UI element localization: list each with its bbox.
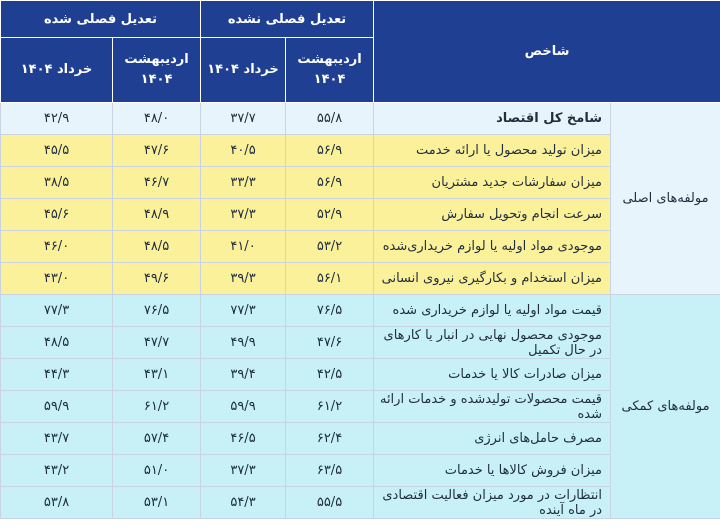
row-sa-ordibehesht: ۴۷/۷ bbox=[113, 327, 201, 359]
group-support-label: مولفه‌های کمکی bbox=[611, 295, 720, 519]
row-sa-khordad: ۵۳/۸ bbox=[1, 487, 113, 519]
header-sa-ordibehesht: اردیبهشت ۱۴۰۴ bbox=[113, 38, 201, 103]
row-na-ordibehesht: ۴۲/۵ bbox=[286, 359, 374, 391]
row-na-ordibehesht: ۵۶/۹ bbox=[286, 167, 374, 199]
row-na-khordad: ۳۳/۳ bbox=[201, 167, 286, 199]
row-na-ordibehesht: ۶۱/۲ bbox=[286, 391, 374, 423]
row-indicator: انتظارات در مورد میزان فعالیت اقتصادی در ماه آینده bbox=[374, 487, 611, 519]
row-indicator: میزان استخدام و بکارگیری نیروی انسانی bbox=[374, 263, 611, 295]
row-sa-ordibehesht: ۵۱/۰ bbox=[113, 455, 201, 487]
header-indicator: شاخص bbox=[374, 1, 720, 103]
row-indicator: قیمت مواد اولیه یا لوازم خریداری شده bbox=[374, 295, 611, 327]
group-main-label: مولفه‌های اصلی bbox=[611, 103, 720, 295]
row-sa-ordibehesht: ۵۷/۴ bbox=[113, 423, 201, 455]
row-indicator: قیمت محصولات تولیدشده و خدمات ارائه شده bbox=[374, 391, 611, 423]
row-indicator: شامخ کل اقتصاد bbox=[374, 103, 611, 135]
row-na-ordibehesht: ۵۳/۲ bbox=[286, 231, 374, 263]
row-na-khordad: ۳۷/۳ bbox=[201, 199, 286, 231]
row-na-ordibehesht: ۵۲/۹ bbox=[286, 199, 374, 231]
row-sa-ordibehesht: ۵۳/۱ bbox=[113, 487, 201, 519]
row-indicator: سرعت انجام وتحویل سفارش bbox=[374, 199, 611, 231]
row-sa-khordad: ۳۸/۵ bbox=[1, 167, 113, 199]
row-sa-khordad: ۵۹/۹ bbox=[1, 391, 113, 423]
row-sa-khordad: ۴۸/۵ bbox=[1, 327, 113, 359]
header-not-adjusted: تعدیل فصلی نشده bbox=[201, 1, 374, 38]
header-sa-khordad: خرداد ۱۴۰۴ bbox=[1, 38, 113, 103]
row-na-ordibehesht: ۶۲/۴ bbox=[286, 423, 374, 455]
row-sa-ordibehesht: ۴۸/۵ bbox=[113, 231, 201, 263]
row-na-ordibehesht: ۵۵/۸ bbox=[286, 103, 374, 135]
row-na-khordad: ۴۰/۵ bbox=[201, 135, 286, 167]
row-na-khordad: ۵۴/۳ bbox=[201, 487, 286, 519]
row-sa-ordibehesht: ۷۶/۵ bbox=[113, 295, 201, 327]
header-adjusted: تعدیل فصلی شده bbox=[1, 1, 201, 38]
row-indicator: میزان صادرات کالا یا خدمات bbox=[374, 359, 611, 391]
row-sa-khordad: ۴۶/۰ bbox=[1, 231, 113, 263]
row-indicator: میزان تولید محصول یا ارائه خدمت bbox=[374, 135, 611, 167]
row-sa-ordibehesht: ۴۷/۶ bbox=[113, 135, 201, 167]
row-na-khordad: ۳۷/۷ bbox=[201, 103, 286, 135]
row-sa-ordibehesht: ۴۸/۰ bbox=[113, 103, 201, 135]
row-sa-khordad: ۴۵/۵ bbox=[1, 135, 113, 167]
row-indicator: میزان فروش کالاها یا خدمات bbox=[374, 455, 611, 487]
row-na-ordibehesht: ۵۶/۹ bbox=[286, 135, 374, 167]
row-sa-khordad: ۷۷/۳ bbox=[1, 295, 113, 327]
row-na-khordad: ۴۱/۰ bbox=[201, 231, 286, 263]
row-sa-ordibehesht: ۴۳/۱ bbox=[113, 359, 201, 391]
row-sa-khordad: ۴۳/۲ bbox=[1, 455, 113, 487]
row-na-ordibehesht: ۷۶/۵ bbox=[286, 295, 374, 327]
row-sa-khordad: ۴۵/۶ bbox=[1, 199, 113, 231]
header-na-khordad: خرداد ۱۴۰۴ bbox=[201, 38, 286, 103]
row-indicator: میزان سفارشات جدید مشتریان bbox=[374, 167, 611, 199]
row-indicator: مصرف حامل‌های انرژی bbox=[374, 423, 611, 455]
row-na-ordibehesht: ۴۷/۶ bbox=[286, 327, 374, 359]
header-na-ordibehesht: اردیبهشت ۱۴۰۴ bbox=[286, 38, 374, 103]
row-na-khordad: ۵۹/۹ bbox=[201, 391, 286, 423]
row-sa-ordibehesht: ۴۶/۷ bbox=[113, 167, 201, 199]
row-sa-khordad: ۴۴/۳ bbox=[1, 359, 113, 391]
row-na-khordad: ۳۹/۳ bbox=[201, 263, 286, 295]
row-na-khordad: ۷۷/۳ bbox=[201, 295, 286, 327]
row-na-ordibehesht: ۵۶/۱ bbox=[286, 263, 374, 295]
row-na-ordibehesht: ۶۳/۵ bbox=[286, 455, 374, 487]
row-sa-ordibehesht: ۴۸/۹ bbox=[113, 199, 201, 231]
row-indicator: موجودی محصول نهایی در انبار یا کارهای در حال تکمیل bbox=[374, 327, 611, 359]
row-sa-khordad: ۴۳/۷ bbox=[1, 423, 113, 455]
row-na-khordad: ۴۹/۹ bbox=[201, 327, 286, 359]
row-sa-ordibehesht: ۴۹/۶ bbox=[113, 263, 201, 295]
row-sa-khordad: ۴۲/۹ bbox=[1, 103, 113, 135]
row-indicator: موجودی مواد اولیه یا لوازم خریداری‌شده bbox=[374, 231, 611, 263]
row-na-khordad: ۴۶/۵ bbox=[201, 423, 286, 455]
row-na-khordad: ۳۷/۳ bbox=[201, 455, 286, 487]
table-row bbox=[1, 103, 720, 135]
row-na-khordad: ۳۹/۴ bbox=[201, 359, 286, 391]
row-sa-ordibehesht: ۶۱/۲ bbox=[113, 391, 201, 423]
row-sa-khordad: ۴۳/۰ bbox=[1, 263, 113, 295]
table-row bbox=[1, 295, 720, 327]
row-na-ordibehesht: ۵۵/۵ bbox=[286, 487, 374, 519]
